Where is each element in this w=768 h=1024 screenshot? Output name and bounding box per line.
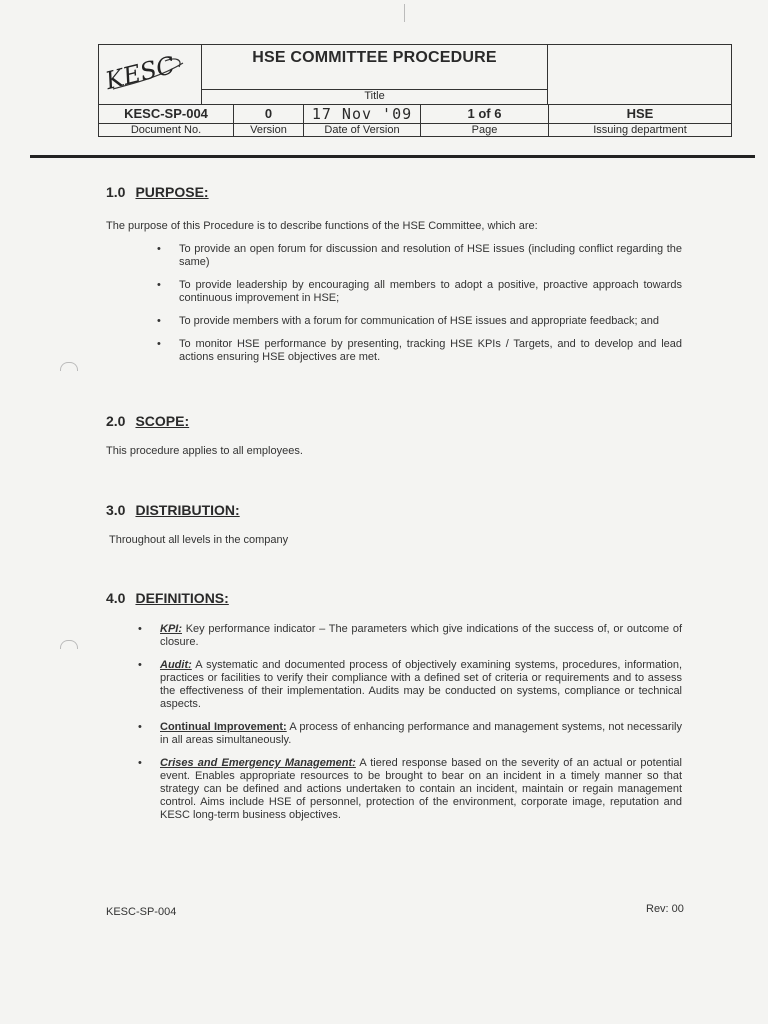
version-label: Version — [234, 123, 304, 137]
purpose-bullet-text: To provide members with a forum for communication of HSE issues and appropriate feedback; and — [179, 315, 659, 327]
title-cell — [202, 45, 548, 104]
purpose-heading — [106, 184, 209, 200]
document-header-table — [98, 44, 732, 137]
blank-header-cell — [548, 45, 733, 104]
scope-section-number: 2.0 — [106, 413, 126, 429]
purpose-section-title: PURPOSE: — [135, 184, 209, 200]
date-of-version-label: Date of Version — [304, 123, 421, 137]
list-item — [157, 338, 682, 364]
definition-term: Crises and Emergency Management: — [160, 757, 356, 769]
page-value: 1 of 6 — [421, 105, 549, 123]
version-value: 0 — [234, 105, 304, 123]
bullet-icon: • — [157, 243, 161, 255]
footer-revision: Rev: 00 — [646, 903, 684, 915]
purpose-bullet-list — [157, 243, 682, 374]
bullet-icon: • — [157, 279, 161, 291]
bullet-icon: • — [138, 757, 142, 769]
list-item — [138, 659, 682, 711]
definitions-section-title: DEFINITIONS: — [135, 590, 229, 606]
list-item — [138, 757, 682, 822]
definitions-heading — [106, 590, 229, 606]
page-label: Page — [421, 123, 549, 137]
bullet-icon: • — [138, 721, 142, 733]
definitions-section-number: 4.0 — [106, 590, 126, 606]
title-label: Title — [364, 90, 385, 102]
bullet-icon: • — [138, 623, 142, 635]
bullet-icon: • — [157, 338, 161, 350]
list-item — [157, 279, 682, 305]
distribution-section-title: DISTRIBUTION: — [135, 502, 240, 518]
issuing-department-value: HSE — [626, 106, 654, 121]
bullet-icon: • — [157, 315, 161, 327]
bullet-icon: • — [138, 659, 142, 671]
purpose-intro: The purpose of this Procedure is to describe functions of the HSE Committee, which are: — [106, 220, 538, 232]
footer-document-ref: KESC-SP-004 — [106, 906, 177, 918]
document-number-value: KESC-SP-004 — [99, 105, 234, 123]
definition-term: KPI: — [160, 623, 182, 635]
purpose-section-number: 1.0 — [106, 184, 126, 200]
document-title: HSE COMMITTEE PROCEDURE — [252, 49, 497, 66]
scope-heading — [106, 413, 189, 429]
punch-hole-mark — [60, 640, 78, 649]
scan-artifact-line — [404, 4, 405, 22]
scope-text: This procedure applies to all employees. — [106, 445, 303, 457]
list-item — [138, 721, 682, 747]
company-logo — [99, 45, 202, 104]
purpose-bullet-text: To provide an open forum for discussion and resolution of HSE issues (including conflict regarding the same) — [179, 243, 682, 268]
logo-text: KESC — [102, 50, 178, 96]
header-separator-rule — [30, 155, 755, 158]
date-of-version-value: 17 Nov '09 — [304, 105, 421, 123]
document-number-label: Document No. — [99, 123, 234, 137]
purpose-bullet-text: To provide leadership by encouraging all members to adopt a positive, proactive approach towards continuous improvement in HSE; — [179, 279, 682, 304]
distribution-heading — [106, 502, 240, 518]
issuing-department-label: Issuing department — [593, 124, 687, 136]
distribution-section-number: 3.0 — [106, 502, 126, 518]
distribution-text: Throughout all levels in the company — [109, 534, 289, 546]
definition-text: A tiered response based on the severity of an actual or potential event. Enables appropriate resources to be brought to bear on an incident in a timely manner so that strategy can be defined and actions undertaken to contain an incident, maintain or regain management control. Aims include HSE of personnel, protection of the environment, corporate image, reputation and KESC long-term business objectives. — [160, 757, 682, 821]
definition-term: Audit: — [160, 659, 192, 671]
list-item — [157, 243, 682, 269]
header-labels-row — [99, 123, 731, 137]
definition-text: Key performance indicator – The parameters which give indications of the success of, or outcome of closure. — [160, 623, 682, 648]
punch-hole-mark — [60, 362, 78, 371]
definition-text: A process of enhancing performance and management systems, not necessarily in all areas simultaneously. — [160, 721, 682, 746]
definitions-list — [138, 623, 682, 832]
scope-section-title: SCOPE: — [135, 413, 190, 429]
list-item — [157, 315, 682, 328]
header-values-row — [99, 104, 731, 124]
definition-text: A systematic and documented process of objectively examining systems, procedures, information, practices or facilities to verify their compliance with a defined set of criteria or requirements and to assess the effectiveness of their implementation. Audits may be conducted on systems, compliance or technical aspects. — [160, 659, 682, 710]
list-item — [138, 623, 682, 649]
purpose-bullet-text: To monitor HSE performance by presenting, tracking HSE KPIs / Targets, and to develop and lead actions ensuring HSE objectives are met. — [179, 338, 682, 363]
definition-term: Continual Improvement: — [160, 721, 287, 733]
